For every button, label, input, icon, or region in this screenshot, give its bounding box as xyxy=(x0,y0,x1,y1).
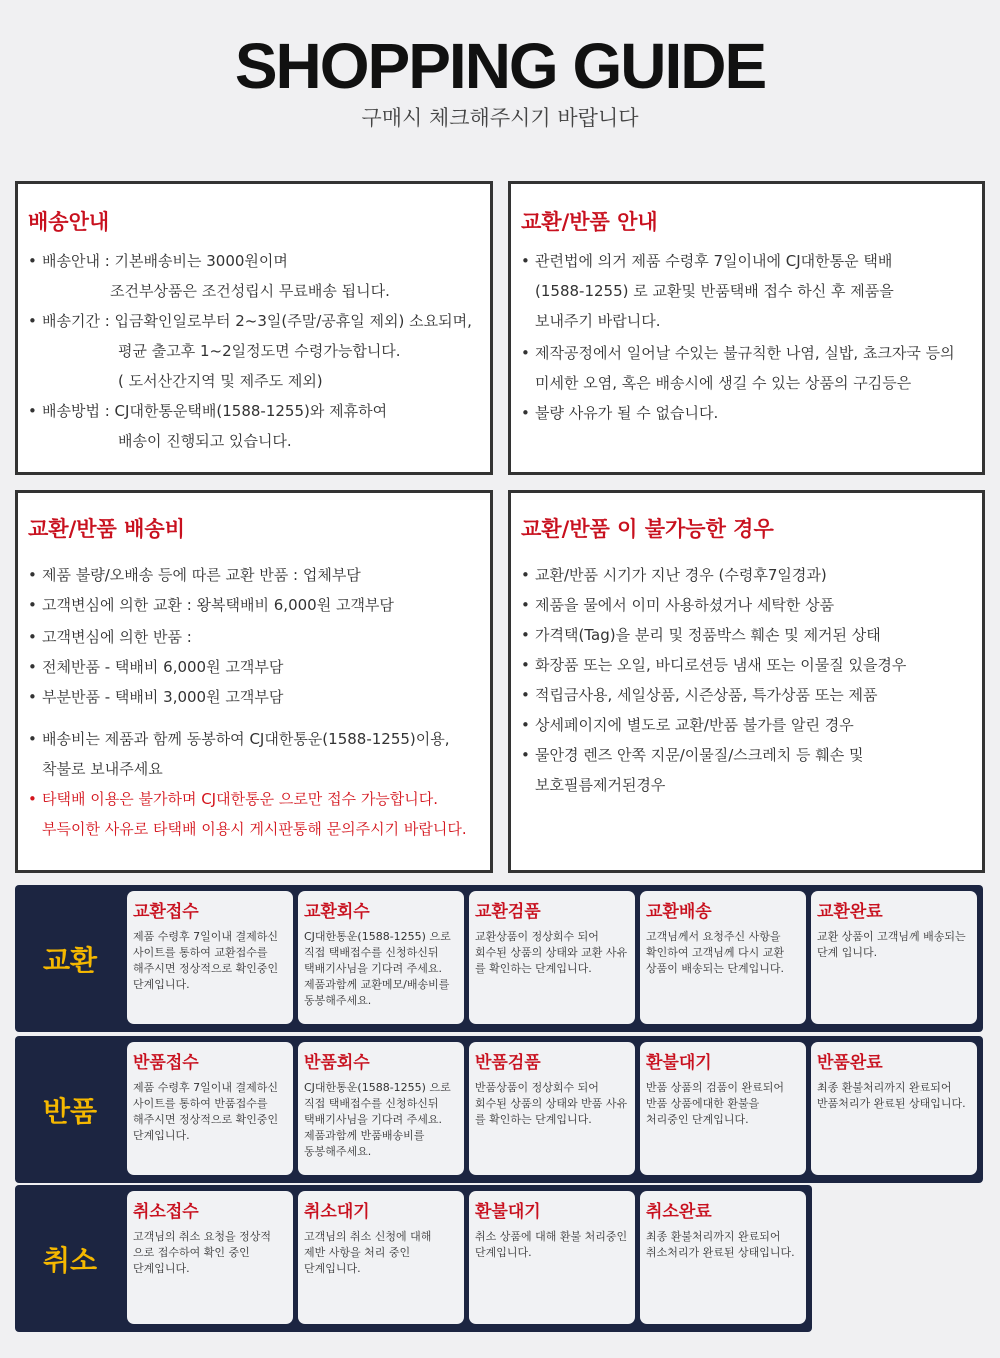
list-item: 부득이한 사유로 타택배 이용시 게시판통해 문의주시기 바랍니다. xyxy=(42,820,467,838)
process-step-desc: 고객님의 취소 요청을 정상적 으로 접수하여 확인 중인 단계입니다. xyxy=(133,1230,272,1275)
not-allowed-title: 교환/반품 이 불가능한 경우 xyxy=(521,517,774,541)
list-item: • 부분반품 - 택배비 3,000원 고객부담 xyxy=(28,688,284,706)
list-item: • 교환/반품 시기가 지난 경우 (수령후7일경과) xyxy=(521,566,827,584)
list-item: 보내주기 바랍니다. xyxy=(535,312,661,330)
list-item: 평균 출고후 1~2일정도면 수령가능합니다. xyxy=(118,342,401,360)
list-item: (1588-1255) 로 교환및 반품택배 접수 하신 후 제품을 xyxy=(535,282,894,300)
process-step-title: 취소대기 xyxy=(304,1202,370,1222)
shipping-info-list xyxy=(26,246,484,456)
process-row-exchange xyxy=(15,885,983,1032)
process-step-title: 반품검품 xyxy=(475,1053,541,1073)
exchange-guide-list xyxy=(519,246,976,428)
process-step-desc: 교환 상품이 고객님께 배송되는 단계 입니다. xyxy=(817,930,966,959)
process-step-card xyxy=(127,1042,293,1175)
shipping-info-title: 배송안내 xyxy=(28,210,110,234)
not-allowed-box xyxy=(508,490,985,873)
not-allowed-list xyxy=(519,560,976,800)
process-step-card xyxy=(298,1191,464,1324)
process-step-card xyxy=(469,891,635,1024)
process-step-card xyxy=(811,1042,977,1175)
process-step-title: 교환배송 xyxy=(646,902,712,922)
list-item: • 제품 불량/오배송 등에 따른 교환 반품 : 업체부담 xyxy=(28,566,361,584)
process-step-card xyxy=(640,1191,806,1324)
list-item: • 제품을 물에서 이미 사용하셨거나 세탁한 상품 xyxy=(521,596,835,614)
process-step-card xyxy=(640,891,806,1024)
list-item: • 관련법에 의거 제품 수령후 7일이내에 CJ대한통운 택배 xyxy=(521,252,893,270)
shipping-info-box xyxy=(15,181,493,475)
page-subtitle: 구매시 체크해주시기 바랍니다 xyxy=(361,106,639,130)
return-fee-box xyxy=(15,490,493,873)
page-title: SHOPPING GUIDE xyxy=(234,30,766,102)
list-item: • 배송안내 : 기본배송비는 3000원이며 xyxy=(28,252,288,270)
process-step-desc: CJ대한통운(1588-1255) 으로 직접 택배접수를 신청하신뒤 택배기사님을 기다려 주세요. 제품과함께 교환메모/배송비를 동봉해주세요. xyxy=(304,930,451,1007)
process-step-card xyxy=(127,1191,293,1324)
list-item: • 전체반품 - 택배비 6,000원 고객부담 xyxy=(28,658,284,676)
list-item: 미세한 오염, 혹은 배송시에 생길 수 있는 상품의 구김등은 xyxy=(535,374,912,392)
process-step-title: 교환검품 xyxy=(475,902,541,922)
process-step-card xyxy=(127,891,293,1024)
process-step-card xyxy=(298,1042,464,1175)
list-item: • 적립금사용, 세일상품, 시즌상품, 특가상품 또는 제품 xyxy=(521,686,878,704)
process-label: 취소 xyxy=(42,1243,98,1277)
list-item: • 고객변심에 의한 교환 : 왕복택배비 6,000원 고객부담 xyxy=(28,596,394,614)
process-step-title: 취소완료 xyxy=(646,1202,712,1222)
process-step-title: 교환회수 xyxy=(304,902,370,922)
process-step-title: 교환완료 xyxy=(817,902,883,922)
process-step-card xyxy=(640,1042,806,1175)
list-item: ( 도서산간지역 및 제주도 제외) xyxy=(118,372,323,390)
process-step-title: 반품회수 xyxy=(304,1053,370,1073)
list-item: • 고객변심에 의한 반품 : xyxy=(28,628,192,646)
list-item: • 불량 사유가 될 수 없습니다. xyxy=(521,404,719,422)
process-step-desc: 최종 환불처리까지 완료되어 취소처리가 완료된 상태입니다. xyxy=(646,1230,795,1259)
list-item: • 제작공정에서 일어날 수있는 불규칙한 나염, 실밥, 쵸크자국 등의 xyxy=(521,344,955,362)
list-item: • 물안경 렌즈 안쪽 지문/이물질/스크레치 등 훼손 및 xyxy=(521,746,864,764)
list-item: • 배송방법 : CJ대한통운택배(1588-1255)와 제휴하여 xyxy=(28,402,388,420)
process-step-desc: 반품 상품의 검품이 완료되어 반품 상품에대한 환불을 처리중인 단계입니다. xyxy=(646,1081,785,1126)
process-step-title: 환불대기 xyxy=(646,1053,712,1073)
process-step-desc: 취소 상품에 대해 환불 처리중인 단계입니다. xyxy=(475,1230,628,1259)
exchange-guide-box xyxy=(508,181,985,475)
list-item: 배송이 진행되고 있습니다. xyxy=(118,432,292,450)
list-item: • 화장품 또는 오일, 바디로션등 냄새 또는 이물질 있을경우 xyxy=(521,656,907,674)
process-step-desc: 반품상품이 정상회수 되어 회수된 상품의 상태와 반품 사유 를 확인하는 단계입니다. xyxy=(475,1081,628,1126)
process-step-desc: 제품 수령후 7일이내 결제하신 사이트를 통하여 반품접수를 해주시면 정상적으로 확인중인 단계입니다. xyxy=(133,1081,279,1142)
list-item: • 타택배 이용은 불가하며 CJ대한통운 으로만 접수 가능합니다. xyxy=(28,790,439,808)
process-step-desc: 최종 환불처리까지 완료되어 반품처리가 완료된 상태입니다. xyxy=(817,1081,966,1110)
process-step-card xyxy=(811,891,977,1024)
process-step-desc: 제품 수령후 7일이내 결제하신 사이트를 통하여 교환접수를 해주시면 정상적으로 확인중인 단계입니다. xyxy=(133,930,279,991)
process-step-card xyxy=(298,891,464,1024)
exchange-guide-title: 교환/반품 안내 xyxy=(521,210,658,234)
process-step-title: 반품완료 xyxy=(817,1053,883,1073)
process-row-return xyxy=(15,1036,983,1183)
return-fee-list xyxy=(26,560,484,844)
process-step-title: 반품접수 xyxy=(133,1053,199,1073)
process-step-card xyxy=(469,1042,635,1175)
list-item: • 상세페이지에 별도로 교환/반품 불가를 알린 경우 xyxy=(521,716,854,734)
process-step-desc: CJ대한통운(1588-1255) 으로 직접 택배접수를 신청하신뒤 택배기사님을 기다려 주세요. 제품과함께 반품배송비를 동봉해주세요. xyxy=(304,1081,451,1158)
process-step-desc: 교환상품이 정상회수 되어 회수된 상품의 상태와 교환 사유 를 확인하는 단계입니다. xyxy=(475,930,628,975)
process-step-title: 환불대기 xyxy=(475,1202,541,1222)
process-step-title: 취소접수 xyxy=(133,1202,199,1222)
process-label: 교환 xyxy=(42,943,98,977)
process-step-card xyxy=(469,1191,635,1324)
list-item: 조건부상품은 조건성립시 무료배송 됩니다. xyxy=(110,282,390,300)
return-fee-title: 교환/반품 배송비 xyxy=(28,517,185,541)
process-label: 반품 xyxy=(42,1094,98,1128)
list-item: 착불로 보내주세요 xyxy=(42,760,163,778)
process-row-cancel xyxy=(15,1185,812,1332)
list-item: • 배송기간 : 입금확인일로부터 2~3일(주말/공휴일 제외) 소요되며, xyxy=(28,312,472,330)
process-step-title: 교환접수 xyxy=(133,902,199,922)
process-step-desc: 고객님께서 요청주신 사항을 확인하여 고객님께 다시 교환 상품이 배송되는 단계입니다. xyxy=(646,930,785,975)
list-item: • 배송비는 제품과 함께 동봉하여 CJ대한통운(1588-1255)이용, xyxy=(28,730,450,748)
list-item: • 가격택(Tag)을 분리 및 정품박스 훼손 및 제거된 상태 xyxy=(521,626,881,644)
list-item: 보호필름제거된경우 xyxy=(535,776,666,794)
process-step-desc: 고객님의 취소 신청에 대해 제반 사항을 처리 중인 단계입니다. xyxy=(304,1230,432,1275)
